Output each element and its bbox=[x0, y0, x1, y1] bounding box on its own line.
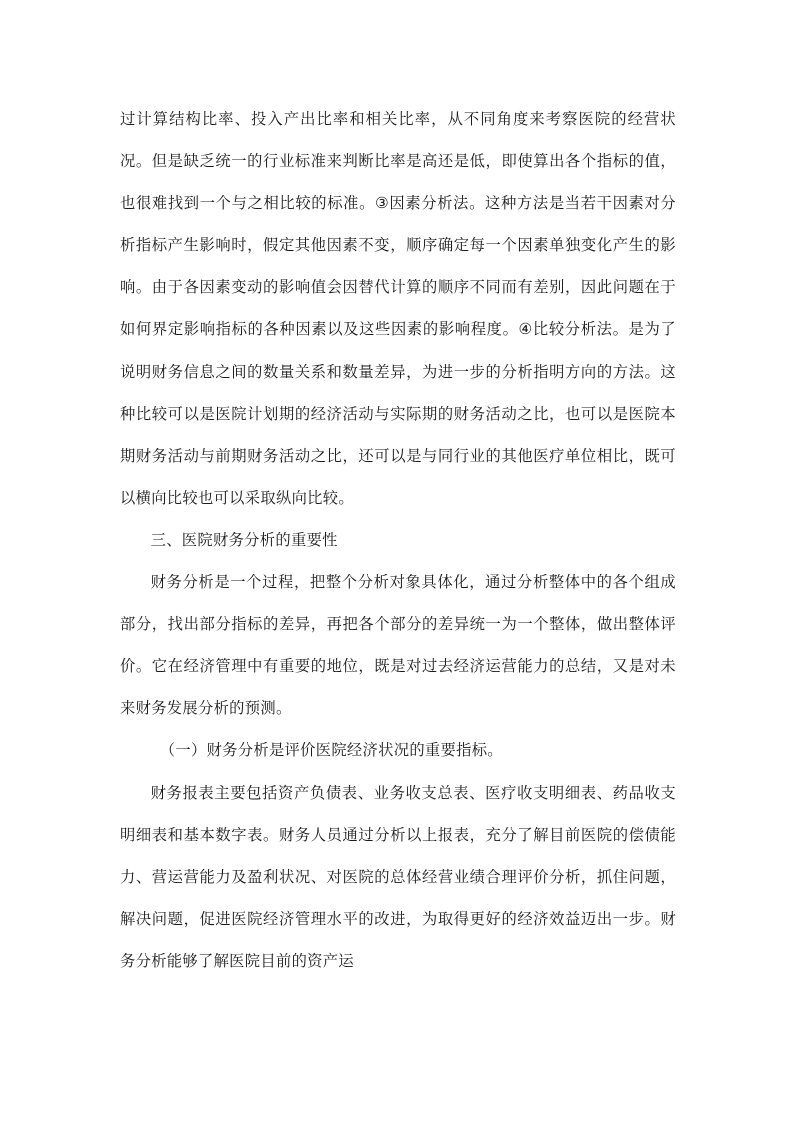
paragraph-continued: 过计算结构比率、投入产出比率和相关比率，从不同角度来考察医院的经营状况。但是缺乏统一的行业标准来判断比率是高还是低，即使算出各个指标的值，也很难找到一个与之相比较的标准。③因素分析法。这种方法是当若干因素对分析指标产生影响时，假定其他因素不变，顺序确定每一个因素单独变化产生的影响。由于各因素变动的影响值会因替代计算的顺序不同而有差别，因此问题在于如何界定影响指标的各种因素以及这些因素的影响程度。④比较分析法。是为了说明财务信息之间的数量关系和数量差异，为进一步的分析指明方向的方法。这种比较可以是医院计划期的经济活动与实际期的财务活动之比，也可以是医院本期财务活动与前期财务活动之比，还可以是与同行业的其他医疗单位相比，既可以横向比较也可以采取纵向比较。 bbox=[120, 110, 676, 507]
section-heading: 三、医院财务分析的重要性 bbox=[150, 530, 338, 549]
subsection-heading: （一）财务分析是评价医院经济状况的重要指标。 bbox=[159, 741, 503, 760]
paragraph-reports: 财务报表主要包括资产负债表、业务收支总表、医疗收支明细表、药品收支明细表和基本数字表。财务人员通过分析以上报表，充分了解目前医院的偿债能力、营运营能力及盈利状况、对医院的总体经营业绩合理评价分析，抓住问题，解决问题，促进医院经济管理水平的改进，为取得更好的经济效益迈出一步。财务分析能够了解医院目前的资产运 bbox=[120, 783, 676, 970]
document-body bbox=[120, 98, 676, 982]
paragraph-importance: 财务分析是一个过程，把整个分析对象具体化，通过分析整体中的各个组成部分，找出部分指标的差异，再把各个部分的差异统一为一个整体，做出整体评价。它在经济管理中有重要的地位，既是对过去经济运营能力的总结，又是对未来财务发展分析的预测。 bbox=[120, 573, 676, 718]
